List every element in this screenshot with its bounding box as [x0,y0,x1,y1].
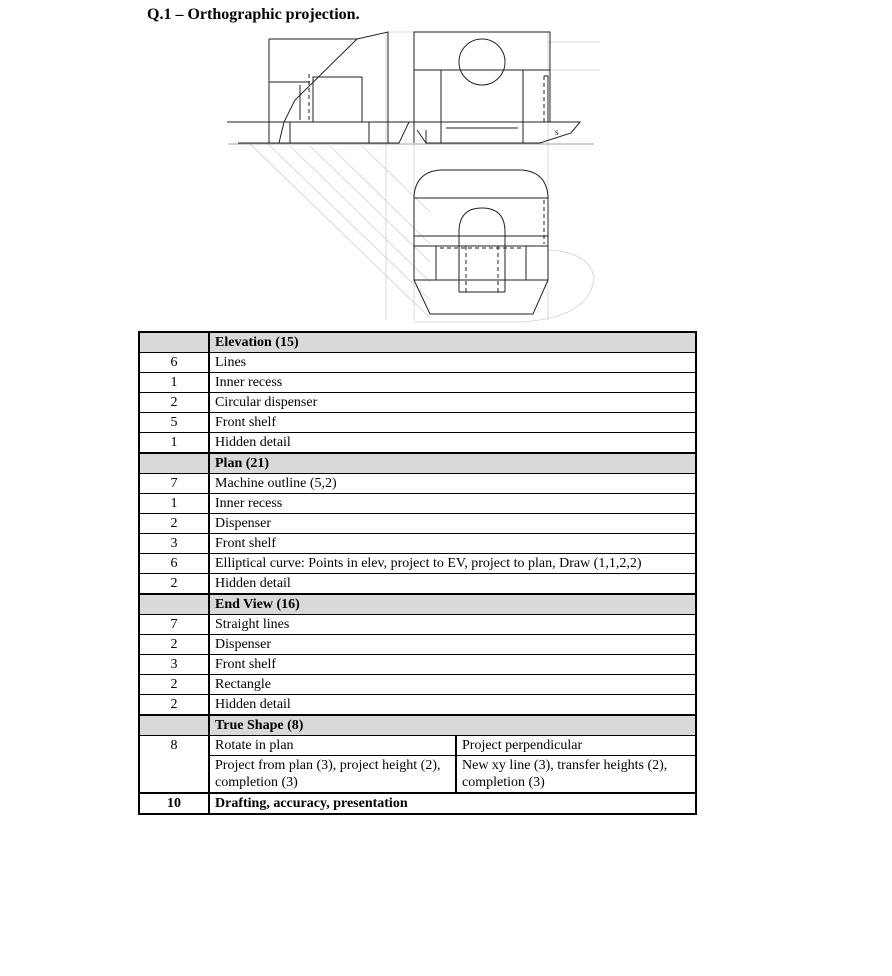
table-row [139,353,696,373]
mark-cell: 2 [139,695,209,716]
description-cell: Inner recess [209,494,696,514]
description-cell: Elliptical curve: Points in elev, project to EV, project to plan, Draw (1,1,2,2) [209,554,696,574]
mark-cell: 3 [139,655,209,675]
description-cell: Dispenser [209,635,696,655]
mark-cell: 2 [139,675,209,695]
table-row [139,655,696,675]
description-cell: Front shelf [209,655,696,675]
section-header-row [139,453,696,474]
mark-cell: 2 [139,574,209,595]
table-row [139,494,696,514]
table-row [139,695,696,716]
point-label-s: s [555,127,559,137]
table-row [139,373,696,393]
description-cell: Circular dispenser [209,393,696,413]
mark-cell: 6 [139,554,209,574]
table-row [139,574,696,595]
section-header-row [139,594,696,615]
section-header: True Shape (8) [209,715,696,736]
mark-cell: 2 [139,393,209,413]
description-cell: Straight lines [209,615,696,635]
description-cell: Hidden detail [209,574,696,595]
description-cell: Dispenser [209,514,696,534]
description-cell: Machine outline (5,2) [209,474,696,494]
description-cell: Inner recess [209,373,696,393]
section-header-row [139,715,696,736]
description-cell: Front shelf [209,534,696,554]
mark-cell: 7 [139,615,209,635]
description-cell: Lines [209,353,696,373]
description-cell: Project from plan (3), project height (2), completion (3) [209,756,456,794]
table-row [139,554,696,574]
elevation-view [227,32,409,143]
mark-cell: 3 [139,534,209,554]
description-cell-alt: New xy line (3), transfer heights (2), completion (3) [456,756,696,794]
mark-cell: 2 [139,635,209,655]
table-row [139,756,696,794]
mark-cell: 5 [139,413,209,433]
description-cell: Drafting, accuracy, presentation [209,793,696,814]
mark-cell: 8 [139,736,209,794]
question-title: Q.1 – Orthographic projection. [147,6,360,23]
final-row [139,793,696,814]
plan-view [414,170,548,314]
table-row [139,534,696,554]
description-cell: Hidden detail [209,433,696,454]
mark-cell: 1 [139,494,209,514]
table-row [139,433,696,454]
marking-scheme-table [138,331,697,815]
description-cell: Front shelf [209,413,696,433]
mark-cell: 1 [139,373,209,393]
table-row [139,736,696,756]
table-row [139,393,696,413]
mark-cell: 1 [139,433,209,454]
mark-cell: 2 [139,514,209,534]
description-cell: Rectangle [209,675,696,695]
table-row [139,615,696,635]
orthographic-drawing [200,28,600,328]
mark-cell: 6 [139,353,209,373]
mark-cell: 7 [139,474,209,494]
table-row [139,635,696,655]
table-row [139,474,696,494]
table-row [139,413,696,433]
description-cell: Hidden detail [209,695,696,716]
description-cell: Rotate in plan [209,736,456,756]
description-cell-alt: Project perpendicular [456,736,696,756]
section-header-row [139,332,696,353]
section-header: Elevation (15) [209,332,696,353]
table-row [139,514,696,534]
mark-cell: 10 [139,793,209,814]
table-row [139,675,696,695]
section-header: Plan (21) [209,453,696,474]
section-header: End View (16) [209,594,696,615]
